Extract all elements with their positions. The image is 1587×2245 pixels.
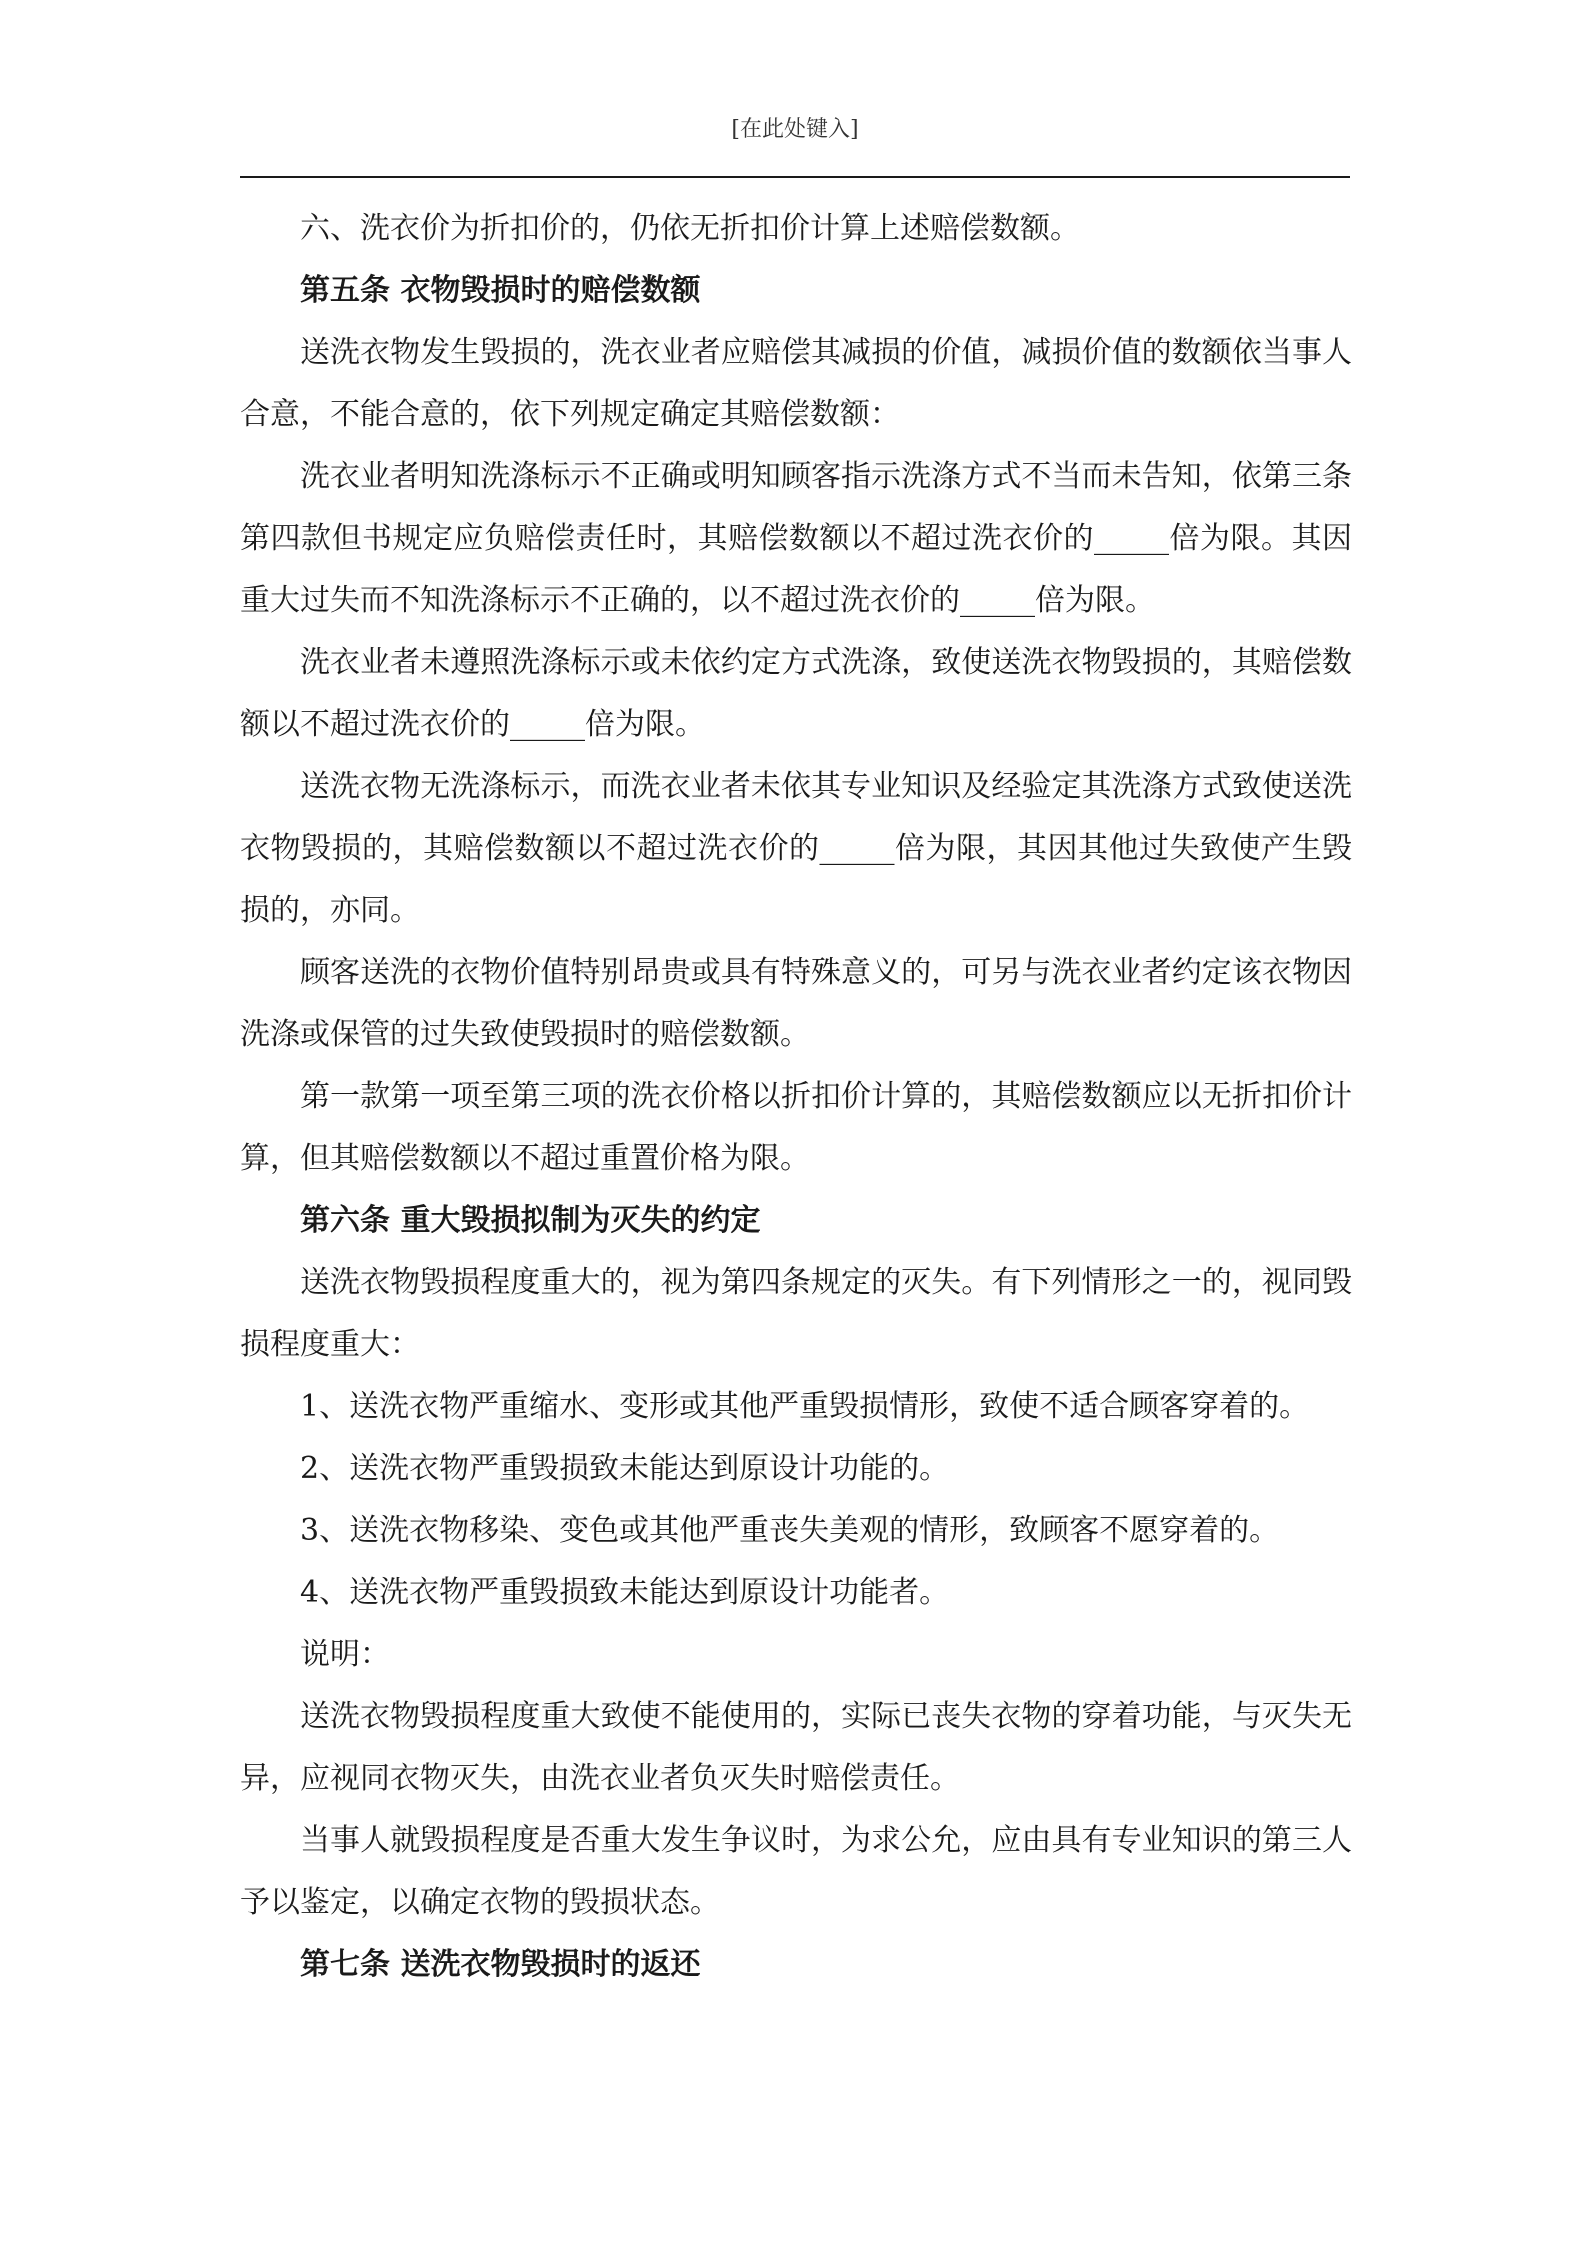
article-5-paragraph-not-following-label: 洗衣业者未遵照洗涤标示或未依约定方式洗涤，致使送洗衣物毁损的，其赔偿数额以不超过洗衣价的_____倍为限。 (240, 645, 1352, 742)
header-divider (240, 176, 1350, 178)
article-6-list-item-3: 3、送洗衣物移染、变色或其他严重丧失美观的情形，致顾客不愿穿着的。 (300, 1513, 1280, 1548)
explanation-label: 说明： (300, 1637, 390, 1672)
article-6-list-item-1: 1、送洗衣物严重缩水、变形或其他严重毁损情形，致使不适合顾客穿着的。 (300, 1389, 1310, 1424)
article-6-list-item-4: 4、送洗衣物严重毁损致未能达到原设计功能者。 (300, 1575, 950, 1610)
document-body (240, 198, 1352, 1996)
article-7-heading: 第七条 送洗衣物毁损时的返还 (300, 1947, 701, 1982)
explanation-paragraph-2: 当事人就毁损程度是否重大发生争议时，为求公允，应由具有专业知识的第三人予以鉴定，以确定衣物的毁损状态。 (240, 1823, 1352, 1920)
article-5-paragraph-no-label: 送洗衣物无洗涤标示，而洗衣业者未依其专业知识及经验定其洗涤方式致使送洗衣物毁损的，其赔偿数额以不超过洗衣价的_____倍为限，其因其他过失致使产生毁损的，亦同。 (240, 769, 1352, 928)
paragraph-item-6-discount: 六、洗衣价为折扣价的，仍依无折扣价计算上述赔偿数额。 (300, 211, 1080, 246)
article-5-heading: 第五条 衣物毁损时的赔偿数额 (300, 273, 701, 308)
article-5-paragraph-known-label: 洗衣业者明知洗涤标示不正确或明知顾客指示洗涤方式不当而未告知，依第三条第四款但书规定应负赔偿责任时，其赔偿数额以不超过洗衣价的_____倍为限。其因重大过失而不知洗涤标示不正确的，以不超过洗衣价的_____倍为限。 (240, 459, 1352, 618)
article-6-heading: 第六条 重大毁损拟制为灭失的约定 (300, 1203, 761, 1238)
explanation-paragraph-1: 送洗衣物毁损程度重大致使不能使用的，实际已丧失衣物的穿着功能，与灭失无异，应视同衣物灭失，由洗衣业者负灭失时赔偿责任。 (240, 1699, 1352, 1796)
article-6-list-item-2: 2、送洗衣物严重毁损致未能达到原设计功能的。 (300, 1451, 950, 1486)
article-6-paragraph-intro: 送洗衣物毁损程度重大的，视为第四条规定的灭失。有下列情形之一的，视同毁损程度重大： (240, 1265, 1352, 1362)
article-5-paragraph-discount-price: 第一款第一项至第三项的洗衣价格以折扣价计算的，其赔偿数额应以无折扣价计算，但其赔偿数额以不超过重置价格为限。 (240, 1079, 1352, 1176)
article-5-paragraph-valuable: 顾客送洗的衣物价值特别昂贵或具有特殊意义的，可另与洗衣业者约定该衣物因洗涤或保管的过失致使毁损时的赔偿数额。 (240, 955, 1352, 1052)
article-5-paragraph-intro: 送洗衣物发生毁损的，洗衣业者应赔偿其减损的价值，减损价值的数额依当事人合意，不能合意的，依下列规定确定其赔偿数额： (240, 335, 1352, 432)
page-header: [在此处键入] (731, 117, 859, 142)
